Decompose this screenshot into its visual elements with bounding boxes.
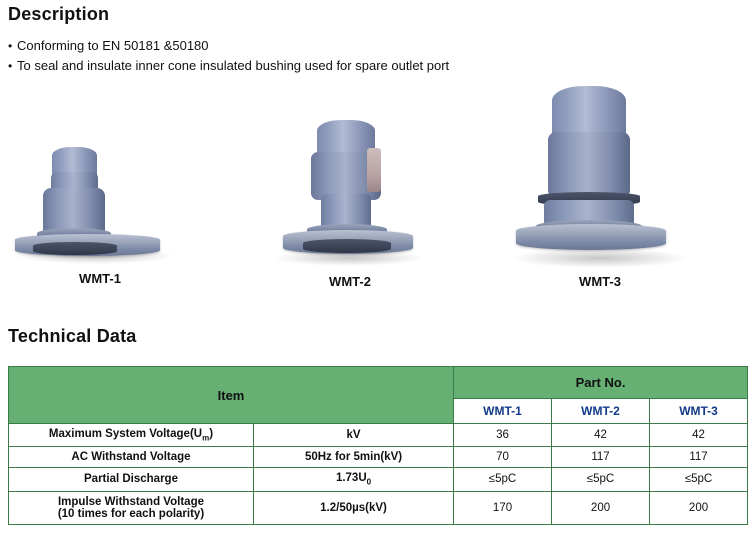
list-item	[8, 36, 728, 56]
row-value: ≤5pC	[454, 468, 552, 491]
bullet-icon: •	[8, 59, 13, 73]
row-item-label: Partial Discharge	[9, 468, 254, 491]
row-value: 170	[454, 491, 552, 524]
seal-band	[303, 239, 391, 253]
latch-tab	[367, 148, 381, 192]
body-shape	[548, 132, 630, 198]
row-value: 117	[552, 447, 650, 468]
table-header-row	[9, 367, 748, 399]
description-heading: Description	[8, 4, 110, 24]
row-value: ≤5pC	[650, 468, 748, 491]
product-wmt-2	[250, 108, 450, 289]
row-value: ≤5pC	[552, 468, 650, 491]
product-illustration	[15, 120, 185, 265]
table-row	[9, 447, 748, 468]
header-col-wmt-3: WMT-3	[650, 399, 748, 424]
row-value: 200	[552, 491, 650, 524]
row-unit: kV	[254, 424, 454, 447]
technical-data-table	[8, 366, 748, 525]
row-unit: 50Hz for 5min(kV)	[254, 447, 454, 468]
row-value: 70	[454, 447, 552, 468]
row-value: 42	[552, 424, 650, 447]
header-col-wmt-2: WMT-2	[552, 399, 650, 424]
bullet-text: Conforming to EN 50181 &50180	[17, 38, 209, 53]
product-wmt-1	[0, 120, 200, 286]
row-item-label	[9, 491, 254, 524]
product-caption: WMT-2	[329, 274, 371, 289]
product-caption: WMT-3	[579, 274, 621, 289]
row-value: 200	[650, 491, 748, 524]
table-row	[9, 424, 748, 447]
bullet-text: To seal and insulate inner cone insulated bushing used for spare outlet port	[17, 58, 450, 73]
row-value: 36	[454, 424, 552, 447]
product-caption: WMT-1	[79, 271, 121, 286]
row-unit: $1.73U_0$	[254, 468, 454, 491]
header-part-no: Part No.	[454, 367, 748, 399]
flange-shape	[516, 224, 666, 250]
product-illustration	[500, 80, 700, 268]
seal-band	[33, 242, 117, 255]
row-value: 42	[650, 424, 748, 447]
row-value: 117	[650, 447, 748, 468]
row-item-title: Impulse Withstand Voltage	[57, 495, 204, 508]
product-wmt-3	[490, 80, 710, 289]
drop-shadow	[510, 248, 690, 268]
technical-data-heading: Technical Data	[8, 326, 137, 346]
header-col-wmt-1: WMT-1	[454, 399, 552, 424]
row-item-label: Maximum System $Voltage(U_m)$	[9, 424, 254, 447]
product-illustration	[265, 108, 435, 268]
row-item-label: AC Withstand Voltage	[9, 447, 254, 468]
bullet-icon: •	[8, 39, 13, 53]
row-unit: 1.2/50µs(kV)	[254, 491, 454, 524]
header-item: Item	[9, 367, 454, 424]
row-item-note: (10 times for each polarity)	[57, 507, 205, 520]
list-item	[8, 56, 728, 76]
table-row	[9, 491, 748, 524]
description-bullet-list	[8, 36, 728, 76]
table-row	[9, 468, 748, 491]
cap-shape	[552, 86, 626, 138]
product-image-row	[0, 80, 755, 295]
